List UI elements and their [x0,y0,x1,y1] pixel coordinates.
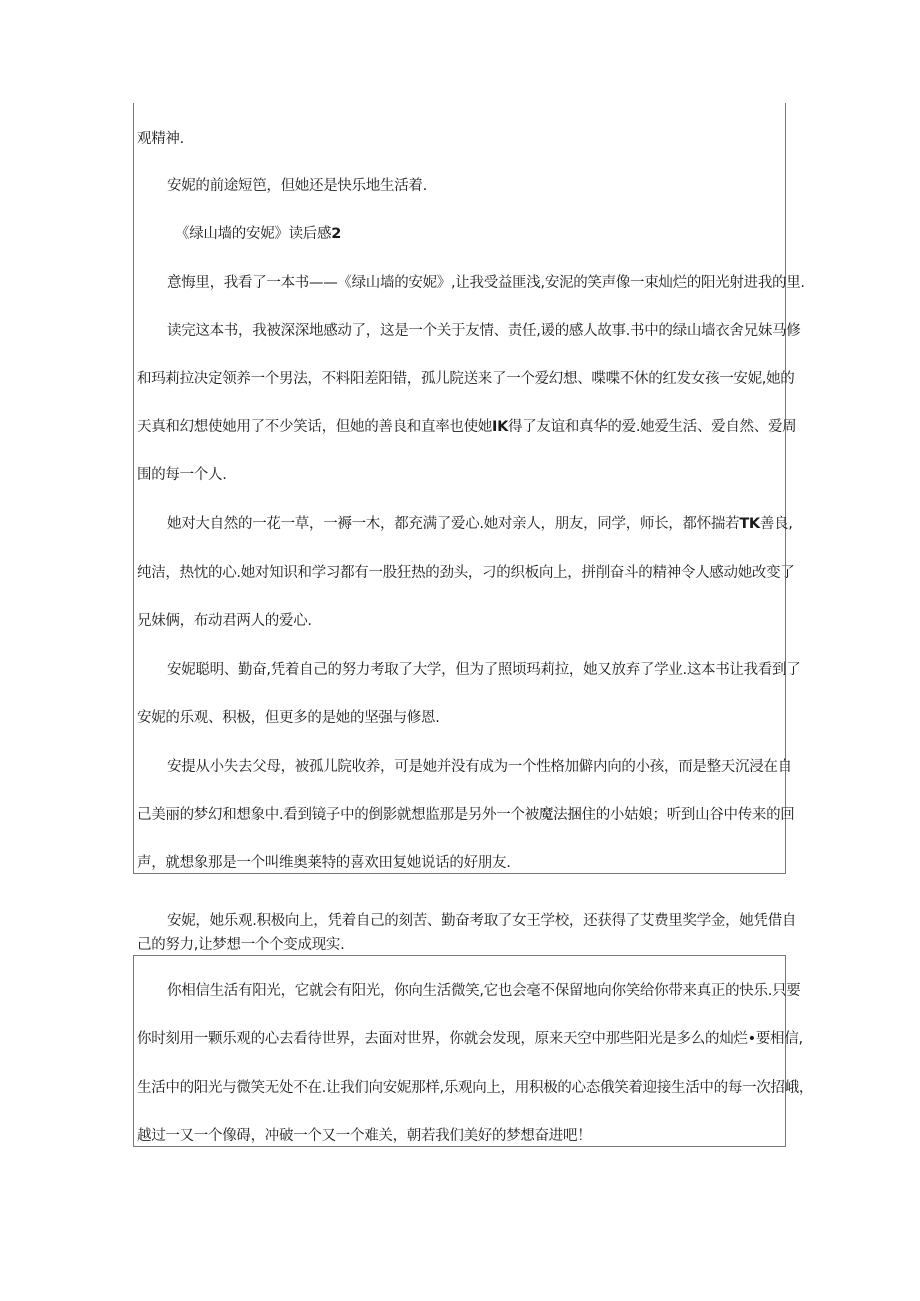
paragraph-line: 己美丽的梦幻和想象中.看到镜子中的倒影就想监那是另外一个被魔法捆住的小姑娘；听到山谷中传来的回 [137,807,795,823]
text-run: 得了友谊和真华的爱.她爱生活、爱自然、爱周 [508,419,797,435]
section-title [175,224,341,244]
paragraph-line: 纯洁，热忱的心.她对知识和学习都有一股狂热的劲头，刁的织板向上，拼削奋斗的精神令人感动她改变了 [137,565,795,581]
paragraph-line: 安提从小失去父母，被孤儿院收养，可是她并没有成为一个性格加僻内向的小孩，而是整天沉浸在自 [167,759,792,775]
section-title-text: 《绿山墙的安妮》读后感 [175,226,332,242]
paragraph-line [137,417,797,437]
paragraph-line: 读完这本书，我被深深地感动了，这是一个关于友情、责任,谖的感人故事.书中的绿山墙衣舍兄妹马修 [167,323,801,339]
text-run-bold: TK [739,516,760,532]
paragraph-line: 安妮聪明、勤奋,凭着自己的努力考取了大学，但为了照顷玛莉拉，她又放弃了学业.这本书让我看到了 [167,662,801,678]
paragraph-line: 声，就想象那是一个叫维奥莱特的喜欢田复她说话的好朋友. [137,855,511,871]
paragraph-line: 和玛莉拉决定领养一个男法，不料阳差阳错，孤儿院送来了一个爱幻想、喋喋不休的红发女孩一安妮,她的 [137,371,795,387]
text-run: 天真和幻想使她用了不少笑话，但她的善良和直率也使她 [137,419,492,435]
paragraph-line [167,514,793,534]
paragraph-line: 安妮，她乐观.积极向上，凭着自己的刻苦、勤奋考取了女王学校，还获得了艾费里奖学金，她凭借自 [167,913,797,929]
paragraph-line: 安妮的前途短笆，但她还是快乐地生活着. [167,178,427,194]
paragraph-line: 安妮的乐观、积极，但更多的是她的坚强与修恩. [137,710,440,726]
paragraph-line: 观精神. [137,131,184,147]
paragraph-line: 你时刻用一颗乐观的心去看待世界，去面对世界，你就会发现，原来天空中那些阳光是多么的灿烂•要相信, [137,1031,803,1047]
paragraph-line: 围的每一个人. [137,467,227,483]
text-run: 她对大自然的一花一草，一褥一木，都充满了爱心.她对亲人，朋友，同学，师长，都怀揣若 [167,516,740,532]
paragraph-line: 己的努力,让梦想一个个变成现实. [137,937,345,953]
paragraph-line: 兄妹俩，布动君两人的爱心. [137,613,312,629]
paragraph-line: 意悔里，我看了一本书——《绿山墙的安妮》,让我受益匪浅,安泥的笑声像一束灿烂的阳光射进我的里. [167,275,805,291]
section-title-number: 2 [331,226,341,242]
paragraph-line: 生活中的阳光与微笑无处不在.让我们向安妮那样,乐观向上，用积极的心态俄笑着迎接生活中的每一次招峨， [137,1080,814,1096]
text-run: 善良, [759,516,793,532]
text-run-bold: IK [492,419,509,435]
paragraph-line: 越过一又一个像碍，冲破一个又一个难关，朝若我们美好的梦想奋进吧！ [137,1128,592,1144]
paragraph-line: 你相信生活有阳光，它就会有阳光，你向生活微笑,它也会毫不保留地向你笑给你带来真正的快乐.只要 [167,983,801,999]
